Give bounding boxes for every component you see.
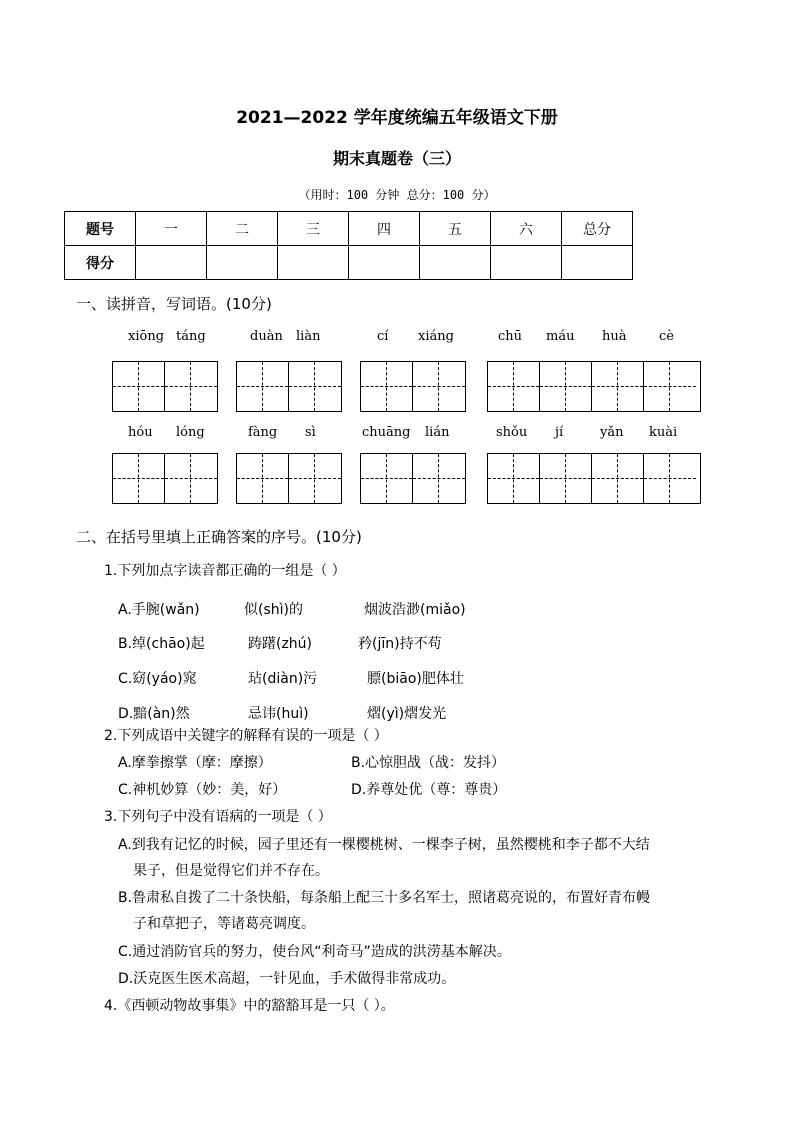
- q3-option-b-cont: 子和草把子，等诸葛亮调度。: [133, 916, 315, 932]
- pinyin: liàn: [296, 329, 321, 344]
- grid-cell[interactable]: [113, 362, 165, 411]
- score-cell: 总分: [562, 212, 633, 246]
- grid-cell[interactable]: [540, 362, 592, 411]
- grid-cell[interactable]: [540, 454, 592, 503]
- writing-grid[interactable]: [487, 453, 701, 504]
- q3-option-c: C.通过消防官兵的努力，使台风“利奇马”造成的洪涝基本解决。: [118, 944, 511, 960]
- grid-cell[interactable]: [289, 362, 341, 411]
- pinyin: fàng: [248, 425, 278, 440]
- q1-option-a-2: 似(shì)的: [244, 602, 303, 618]
- exam-subtitle: 期末真题卷（三）: [332, 149, 461, 168]
- pinyin: chū: [498, 329, 523, 344]
- pinyin: lóng: [176, 425, 205, 440]
- score-row-label: 得分: [65, 246, 136, 280]
- score-cell: 二: [207, 212, 278, 246]
- writing-grid[interactable]: [112, 361, 218, 412]
- q1-option-c-3: 膘(biāo)肥体壮: [367, 671, 464, 687]
- q1-option-d-2: 忌讳(huì): [248, 706, 309, 722]
- pinyin: shǒu: [496, 425, 528, 440]
- pinyin: máu: [546, 329, 575, 344]
- grid-cell[interactable]: [488, 362, 540, 411]
- score-table: [64, 211, 633, 280]
- score-table-score-row: [65, 246, 633, 280]
- question-3-stem: 3.下列句子中没有语病的一项是（ ）: [104, 809, 332, 825]
- grid-cell[interactable]: [237, 362, 289, 411]
- exam-info: （用时：100 分钟 总分：100 分）: [298, 188, 496, 202]
- q1-option-a-3: 烟波浩渺(miǎo): [364, 602, 466, 618]
- writing-grid[interactable]: [112, 453, 218, 504]
- question-2-stem: 2.下列成语中关键字的解释有误的一项是（ ）: [104, 728, 388, 744]
- pinyin: xiōng: [128, 329, 165, 344]
- q3-option-d: D.沃克医生医术高超，一针见血，手术做得非常成功。: [118, 971, 456, 987]
- q3-option-a-cont: 果子，但是觉得它们并不存在。: [133, 863, 329, 879]
- score-cell: 六: [491, 212, 562, 246]
- section1-heading: 一、读拼音，写词语。(10分): [76, 295, 272, 313]
- pinyin: táng: [176, 329, 206, 344]
- writing-grid[interactable]: [360, 453, 466, 504]
- pinyin: cí: [377, 329, 389, 344]
- q2-option-b: B.心惊胆战（战：发抖）: [351, 755, 506, 771]
- q1-option-b-2: 踌躇(zhú): [248, 636, 313, 652]
- grid-cell[interactable]: [413, 362, 465, 411]
- q1-option-a-1: A.手腕(wǎn): [118, 602, 200, 618]
- q3-option-b: B.鲁肃私自拨了二十条快船，每条船上配三十多名军士，照诸葛亮说的，布置好青布幔: [118, 890, 651, 906]
- q2-option-c: C.神机妙算（妙：美，好）: [118, 782, 287, 798]
- pinyin: duàn: [250, 329, 283, 344]
- score-cell: 五: [420, 212, 491, 246]
- grid-cell[interactable]: [289, 454, 341, 503]
- grid-cell[interactable]: [413, 454, 465, 503]
- grid-cell[interactable]: [361, 454, 413, 503]
- score-cell: 一: [136, 212, 207, 246]
- exam-title: 2021—2022 学年度统编五年级语文下册: [236, 108, 558, 128]
- grid-cell[interactable]: [113, 454, 165, 503]
- pinyin: yǎn: [600, 425, 624, 440]
- pinyin: cè: [659, 329, 674, 344]
- grid-cell[interactable]: [237, 454, 289, 503]
- pinyin: huà: [602, 329, 627, 344]
- grid-cell[interactable]: [592, 362, 644, 411]
- score-input-cell[interactable]: [349, 246, 420, 280]
- q1-option-c-2: 玷(diàn)污: [248, 671, 318, 687]
- pinyin: xiáng: [418, 329, 454, 344]
- question-4-stem: 4.《西顿动物故事集》中的豁豁耳是一只（ ）。: [104, 998, 395, 1014]
- grid-cell[interactable]: [644, 362, 696, 411]
- question-1-stem: 1.下列加点字读音都正确的一组是（ ）: [104, 563, 346, 579]
- grid-cell[interactable]: [488, 454, 540, 503]
- score-input-cell[interactable]: [562, 246, 633, 280]
- score-cell: 三: [278, 212, 349, 246]
- q1-option-b-3: 矜(jīn)持不苟: [358, 636, 442, 652]
- grid-cell[interactable]: [592, 454, 644, 503]
- q2-option-d: D.养尊处优（尊：尊贵）: [351, 782, 507, 798]
- q1-option-d-3: 熠(yì)熠发光: [367, 706, 447, 722]
- q2-option-a: A.摩拳擦掌（摩：摩擦）: [118, 755, 272, 771]
- writing-grid[interactable]: [360, 361, 466, 412]
- score-input-cell[interactable]: [420, 246, 491, 280]
- writing-grid[interactable]: [236, 453, 342, 504]
- pinyin: lián: [425, 425, 450, 440]
- q1-option-c-1: C.窈(yáo)窕: [118, 671, 197, 687]
- score-cell: 四: [349, 212, 420, 246]
- grid-cell[interactable]: [644, 454, 696, 503]
- score-input-cell[interactable]: [207, 246, 278, 280]
- pinyin: chuāng: [362, 425, 411, 440]
- q1-option-b-1: B.绰(chāo)起: [118, 636, 205, 652]
- score-input-cell[interactable]: [136, 246, 207, 280]
- pinyin: jí: [555, 425, 564, 440]
- score-table-header-row: [65, 212, 633, 246]
- score-cell-label: 题号: [65, 212, 136, 246]
- grid-cell[interactable]: [165, 454, 217, 503]
- pinyin: hóu: [128, 425, 153, 440]
- score-input-cell[interactable]: [278, 246, 349, 280]
- writing-grid[interactable]: [236, 361, 342, 412]
- grid-cell[interactable]: [361, 362, 413, 411]
- score-input-cell[interactable]: [491, 246, 562, 280]
- q3-option-a: A.到我有记忆的时候，园子里还有一棵樱桃树、一棵李子树，虽然樱桃和李子都不大结: [118, 837, 650, 853]
- pinyin: sì: [305, 425, 316, 440]
- pinyin: kuài: [649, 425, 678, 440]
- grid-cell[interactable]: [165, 362, 217, 411]
- q1-option-d-1: D.黯(àn)然: [118, 706, 190, 722]
- writing-grid[interactable]: [487, 361, 701, 412]
- section2-heading: 二、在括号里填上正确答案的序号。(10分): [76, 528, 362, 546]
